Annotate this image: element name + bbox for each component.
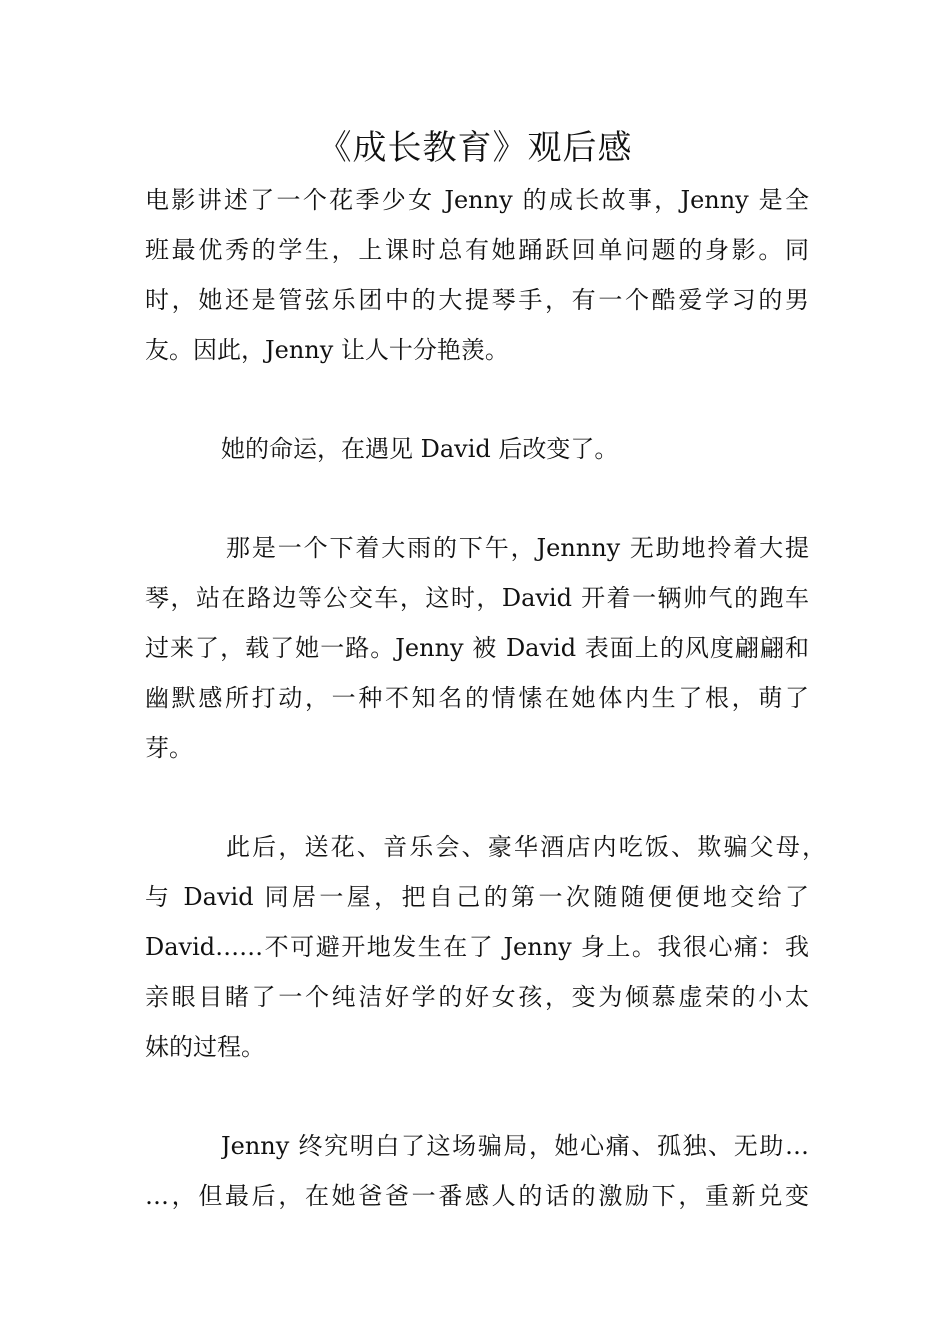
paragraph-line: 电影讲述了一个花季少女 Jenny 的成长故事，Jenny 是全 xyxy=(145,186,809,214)
paragraph-line: …，但最后，在她爸爸一番感人的话的激励下，重新兑变 xyxy=(145,1182,809,1210)
document-title: 《成长教育》观后感 xyxy=(317,128,633,168)
paragraph-line: Jenny 终究明白了这场骗局，她心痛、孤独、无助… xyxy=(221,1132,809,1160)
paragraph-line: David……不可避开地发生在了 Jenny 身上。我很心痛：我 xyxy=(145,933,809,961)
paragraph-line: 琴，站在路边等公交车，这时，David 开着一辆帅气的跑车 xyxy=(145,584,809,612)
paragraph-line: 过来了，载了她一路。Jenny 被 David 表面上的风度翩翩和 xyxy=(145,634,809,662)
paragraph-line: 亲眼目睹了一个纯洁好学的好女孩，变为倾慕虚荣的小太 xyxy=(145,983,809,1011)
paragraph-line: 友。因此，Jenny 让人十分艳羡。 xyxy=(145,336,509,364)
paragraph-line: 与 David 同居一屋，把自己的第一次随随便便地交给了 xyxy=(145,883,809,911)
paragraph-line: 此后，送花、音乐会、豪华酒店内吃饭、欺骗父母， xyxy=(226,833,826,861)
paragraph-line: 时，她还是管弦乐团中的大提琴手，有一个酷爱学习的男 xyxy=(145,286,809,314)
paragraph-line: 芽。 xyxy=(145,734,193,762)
paragraph-line: 她的命运，在遇见 David 后改变了。 xyxy=(221,435,619,463)
paragraph-line: 幽默感所打动，一种不知名的情愫在她体内生了根，萌了 xyxy=(145,684,809,712)
paragraph-line: 班最优秀的学生，上课时总有她踊跃回单问题的身影。同 xyxy=(145,236,809,264)
paragraph-line: 那是一个下着大雨的下午，Jennny 无助地拎着大提 xyxy=(226,534,809,562)
paragraph-line: 妹的过程。 xyxy=(145,1033,265,1061)
